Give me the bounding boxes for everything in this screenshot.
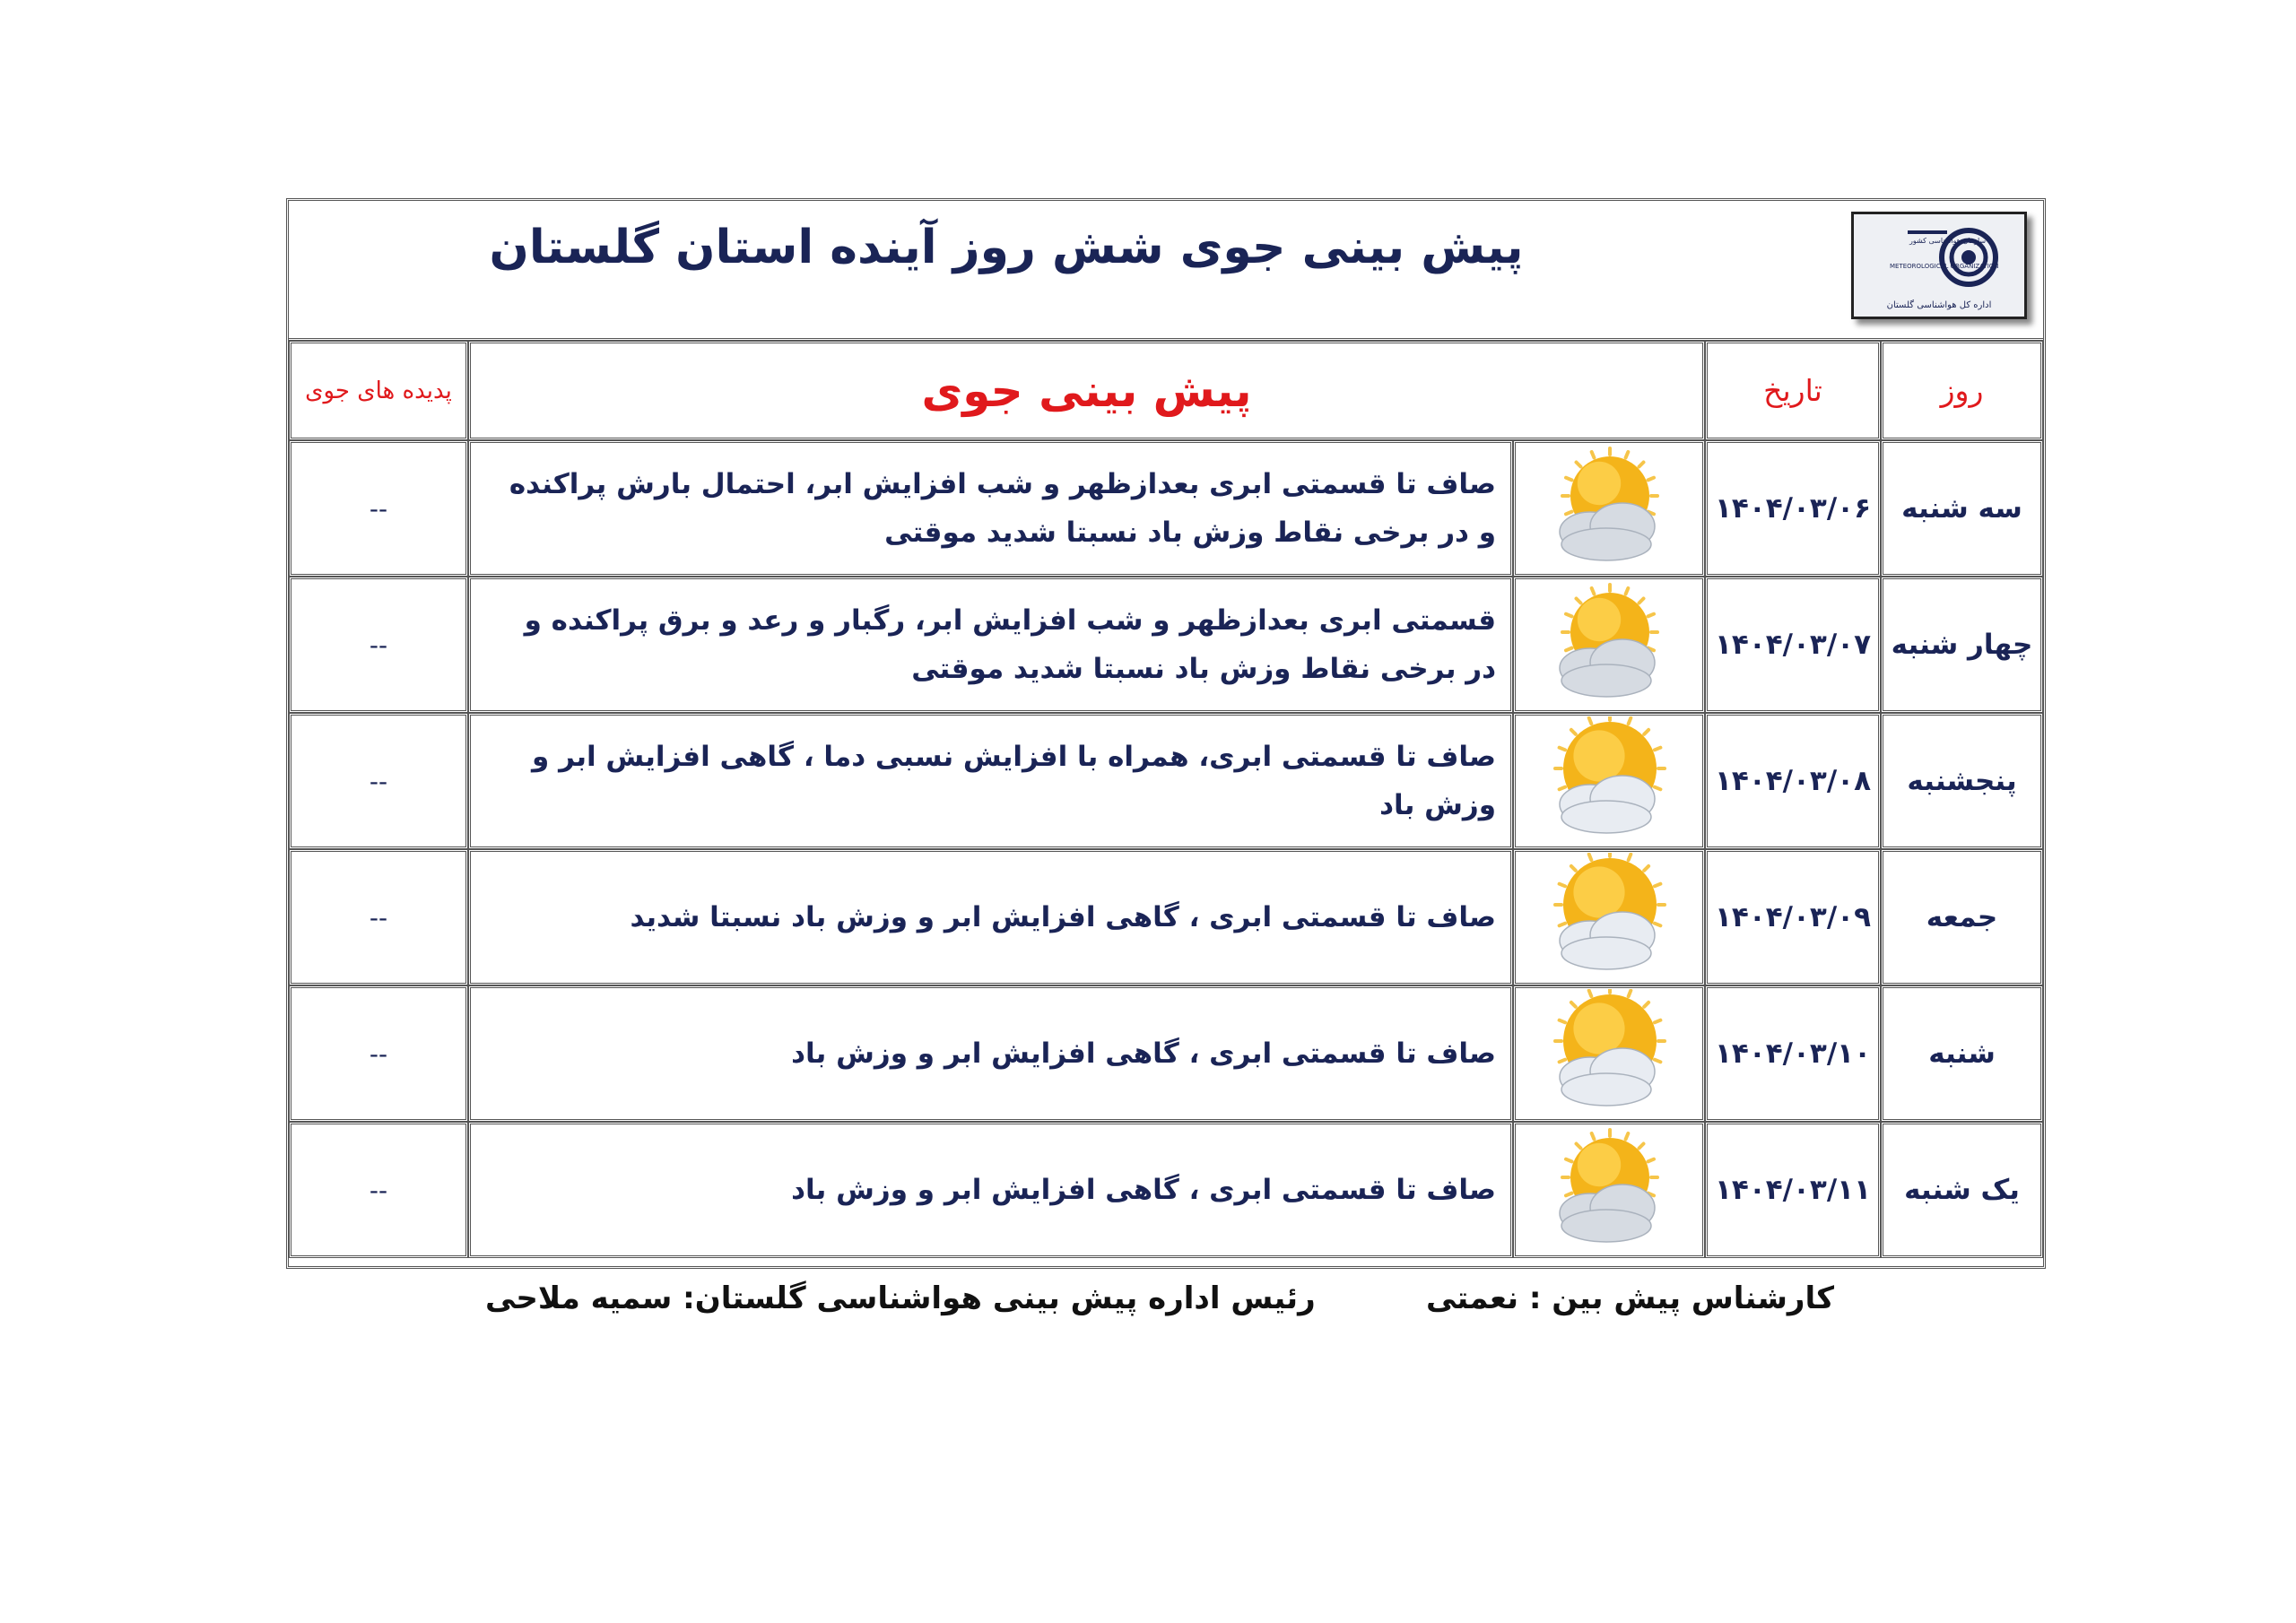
row-description: صاف تا قسمتی ابری بعدازظهر و شب افزایش ابر، احتمال بارش پراکنده و در برخی نقاط وزش باد نسبتا شدید موقتی (468, 440, 1513, 577)
row-day: جمعه (1881, 849, 2043, 985)
footer (286, 1280, 2046, 1334)
forecaster-signature: کارشناس پیش بین : نعمتی (1425, 1280, 1834, 1316)
logo-caption: اداره کل هواشناسی گلستان (1886, 300, 1992, 310)
row-description: صاف تا قسمتی ابری ، گاهی افزایش ابر و وزش باد (468, 985, 1513, 1122)
forecast-row (289, 577, 2043, 713)
sun-cloud-icon (1513, 985, 1705, 1122)
organization-logo (1851, 212, 2027, 319)
row-day: پنجشنبه (1881, 713, 2043, 849)
header-row (289, 341, 2043, 440)
row-day: سه شنبه (1881, 440, 2043, 577)
row-day: شنبه (1881, 985, 2043, 1122)
title-row (289, 201, 2043, 341)
row-phenomena: -- (289, 1122, 468, 1258)
row-day: چهار شنبه (1881, 577, 2043, 713)
forecast-row (289, 440, 2043, 577)
header-date: تاریخ (1705, 341, 1881, 440)
head-signature: رئیس اداره پیش بینی هواشناسی گلستان: سمیه ملاحی (485, 1280, 1316, 1316)
logo-text-top: سازمان هواشناسی کشور (1909, 237, 1987, 245)
sun-cloud-icon (1513, 713, 1705, 849)
row-description: قسمتی ابری بعدازظهر و شب افزایش ابر، رگبار و رعد و برق پراکنده و در برخی نقاط وزش باد نسبتا شدید موقتی (468, 577, 1513, 713)
forecast-table (289, 341, 2043, 1258)
row-date: ۱۴۰۴/۰۳/۱۱ (1705, 1122, 1881, 1258)
row-day: یک شنبه (1881, 1122, 2043, 1258)
forecast-row (289, 713, 2043, 849)
page-title: پیش بینی جوی شش روز آینده استان گلستان (489, 221, 1524, 274)
forecast-row (289, 1122, 2043, 1258)
row-phenomena: -- (289, 440, 468, 577)
forecast-sheet (286, 198, 2046, 1269)
row-phenomena: -- (289, 577, 468, 713)
row-description: صاف تا قسمتی ابری ، گاهی افزایش ابر و وزش باد نسبتا شدید (468, 849, 1513, 985)
header-phenomena: پدیده های جوی (289, 341, 468, 440)
forecast-row (289, 985, 2043, 1122)
logo-text-en: METEOROLOGICAL ORGANIZATION (1890, 263, 1999, 270)
row-date: ۱۴۰۴/۰۳/۰۸ (1705, 713, 1881, 849)
row-date: ۱۴۰۴/۰۳/۰۷ (1705, 577, 1881, 713)
forecast-rows (289, 440, 2043, 1258)
sun-cloud-icon (1513, 849, 1705, 985)
row-date: ۱۴۰۴/۰۳/۱۰ (1705, 985, 1881, 1122)
row-phenomena: -- (289, 849, 468, 985)
row-phenomena: -- (289, 713, 468, 849)
row-description: صاف تا قسمتی ابری، همراه با افزایش نسبی دما ، گاهی افزایش ابر و وزش باد (468, 713, 1513, 849)
header-forecast: پیش بینی جوی (468, 341, 1705, 440)
forecast-row (289, 849, 2043, 985)
header-day: روز (1881, 341, 2043, 440)
partly-cloudy-icon (1513, 1122, 1705, 1258)
row-date: ۱۴۰۴/۰۳/۰۹ (1705, 849, 1881, 985)
row-phenomena: -- (289, 985, 468, 1122)
partly-cloudy-icon (1513, 440, 1705, 577)
row-description: صاف تا قسمتی ابری ، گاهی افزایش ابر و وزش باد (468, 1122, 1513, 1258)
row-date: ۱۴۰۴/۰۳/۰۶ (1705, 440, 1881, 577)
partly-cloudy-icon (1513, 577, 1705, 713)
